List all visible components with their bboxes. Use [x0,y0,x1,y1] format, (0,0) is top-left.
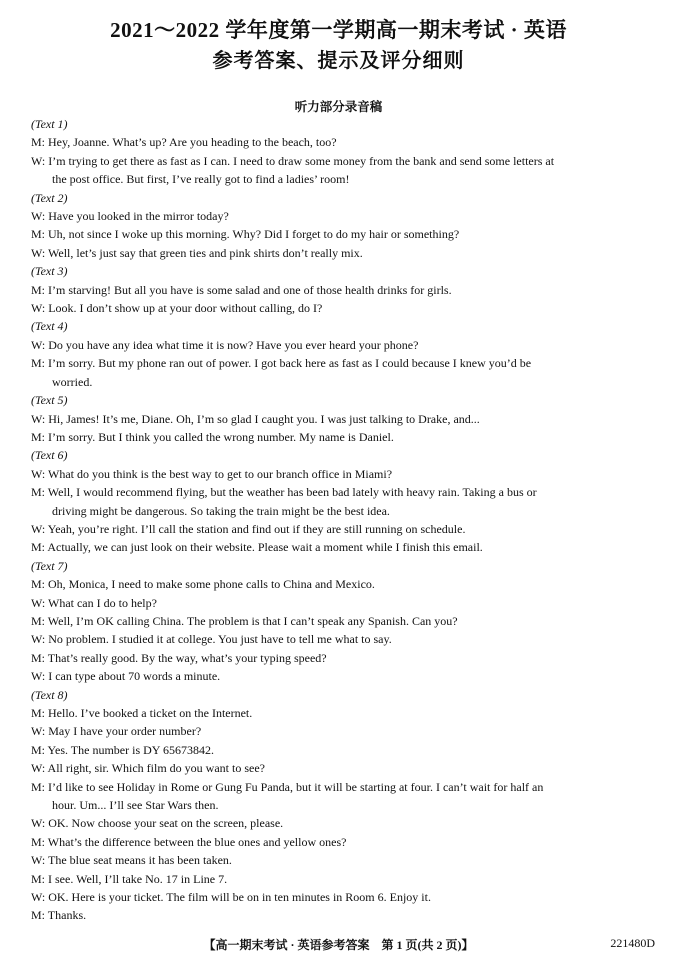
dialogue-line: M: Hello. I’ve booked a ticket on the Internet. [31,706,253,720]
dialogue-line: M: I’m sorry. But my phone ran out of power. I got back here as fast as I could because I knew you’d be [31,356,532,371]
dialogue-line: W: The blue seat means it has been taken. [31,853,232,868]
text-section-label: (Text 6) [31,448,68,463]
section-title: 听力部分录音稿 [294,100,383,114]
dialogue-line: M: Uh, not since I woke up this morning. Why? Did I forget to do my hair or something? [31,227,460,242]
dialogue-line: M: What’s the difference between the blue ones and yellow ones? [31,834,347,849]
text-section-label: (Text 3) [31,264,68,279]
text-section-label: (Text 5) [31,393,68,408]
dialogue-line: M: I’d like to see Holiday in Rome or Gung Fu Panda, but it will be starting at four. I can’t wait for half an [31,779,544,794]
dialogue-line-continued: hour. Um... I’ll see Star Wars then. [52,798,219,813]
dialogue-line: M: That’s really good. By the way, what’s your typing speed? [31,650,327,665]
dialogue-line: W: Hi, James! It’s me, Diane. Oh, I’m so glad I caught you. I was just talking to Drake, and... [31,411,480,426]
footer-code: 221480D [610,936,655,950]
dialogue-line: W: All right, sir. Which film do you want to see? [31,761,265,776]
dialogue-line: W: Do you have any idea what time it is now? Have you ever heard your phone? [31,337,419,352]
dialogue-line: W: Well, let’s just say that green ties and pink shirts don’t really mix. [31,245,363,260]
footer-page-info: 【高一期末考试 · 英语参考答案 第 1 页(共 2 页)】 [203,938,474,952]
dialogue-line: M: Yes. The number is DY 65673842. [31,742,215,757]
dialogue-line-continued: worried. [52,374,93,389]
text-section-label: (Text 7) [31,558,68,573]
text-section-label: (Text 4) [31,319,68,334]
dialogue-line-continued: driving might be dangerous. So taking the train might be the best idea. [52,503,390,518]
text-section-label: (Text 8) [31,687,68,702]
dialogue-line: W: I can type about 70 words a minute. [31,669,221,684]
dialogue-line: M: Hey, Joanne. What’s up? Are you heading to the beach, too? [31,135,337,150]
text-section-label: (Text 1) [31,117,68,131]
dialogue-line: W: What can I do to help? [31,595,157,610]
dialogue-line: M: I’m sorry. But I think you called the wrong number. My name is Daniel. [31,429,394,444]
dialogue-line: M: Well, I would recommend flying, but the weather has been bad lately with heavy rain. Taking a bus or [31,485,537,500]
dialogue-line: W: I’m trying to get there as fast as I can. I need to draw some money from the bank and send some letters at [31,153,555,168]
text-section-label: (Text 2) [31,190,68,205]
dialogue-line: W: Look. I don’t show up at your door without calling, do I? [31,301,323,316]
dialogue-line: M: I’m starving! But all you have is some salad and one of those health drinks for girls. [31,282,452,297]
dialogue-line: W: Yeah, you’re right. I’ll call the station and find out if they are still running on schedule. [31,521,466,536]
dialogue-line: W: Have you looked in the mirror today? [31,209,229,224]
dialogue-line: M: Thanks. [31,908,87,923]
transcript-body [31,115,653,925]
dialogue-line: W: OK. Now choose your seat on the screen, please. [31,816,284,831]
dialogue-line: W: No problem. I studied it at college. You just have to tell me what to say. [31,632,392,647]
dialogue-line: M: Oh, Monica, I need to make some phone calls to China and Mexico. [31,577,375,592]
dialogue-line: M: Well, I’m OK calling China. The problem is that I can’t speak any Spanish. Can you? [31,613,458,628]
dialogue-line: W: What do you think is the best way to get to our branch office in Miami? [31,466,393,481]
dialogue-line: M: I see. Well, I’ll take No. 17 in Line 7. [31,871,228,886]
document-subtitle: 参考答案、提示及评分细则 [212,50,465,72]
dialogue-line: W: May I have your order number? [31,724,202,739]
document-title: 2021～2022 学年度第一学期高一期末考试 · 英语 [110,18,567,42]
dialogue-line-continued: the post office. But first, I’ve really got to find a ladies’ room! [52,172,350,187]
dialogue-line: M: Actually, we can just look on their website. Please wait a moment while I finish this email. [31,540,483,555]
dialogue-line: W: OK. Here is your ticket. The film will be on in ten minutes in Room 6. Enjoy it. [31,890,431,905]
